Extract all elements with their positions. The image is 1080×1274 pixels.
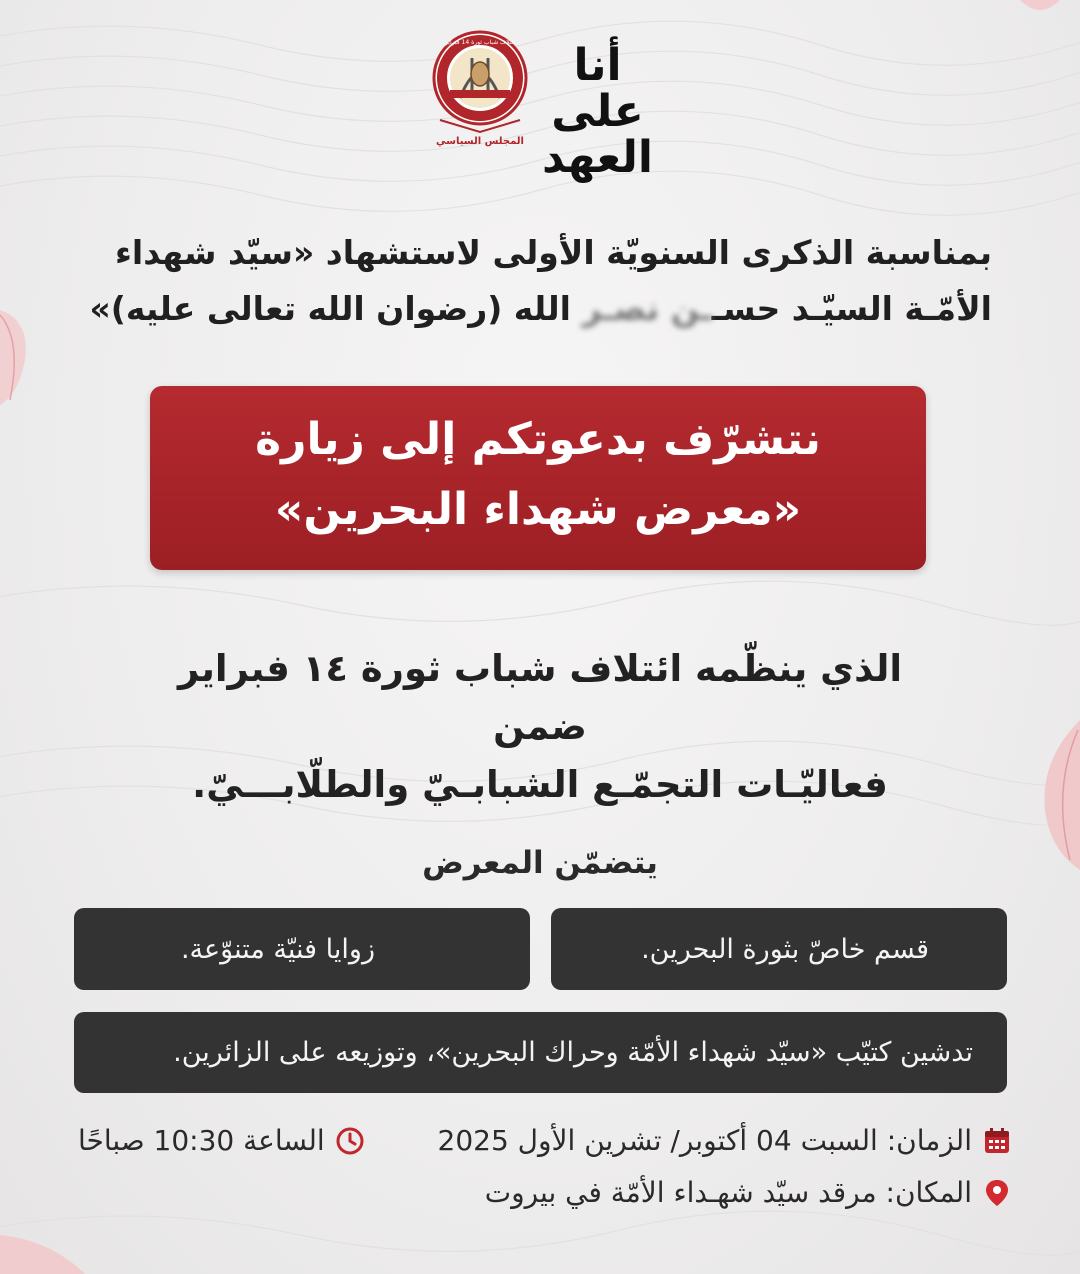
petal-decoration-left — [0, 300, 40, 410]
blurred-name: ـن نصـر — [582, 289, 712, 328]
header-logos — [410, 28, 670, 183]
petal-decoration-top-right — [1020, 0, 1060, 20]
invitation-line1: نتشرّف بدعوتكم إلى زيارة — [255, 414, 821, 465]
exhibit-item-bahrain-revolution — [551, 908, 1007, 990]
event-time — [78, 1124, 365, 1157]
organizer-text — [130, 640, 950, 814]
event-location — [485, 1176, 1012, 1209]
calendar-icon — [982, 1126, 1012, 1156]
location-pin-icon — [982, 1178, 1012, 1208]
event-date — [438, 1124, 1012, 1157]
exhibit-item-label: تدشين كتيّب «سيّد شهداء الأمّة وحراك البحرين»، وتوزيعه على الزائرين. — [173, 1037, 973, 1068]
exhibit-item-label: قسم خاصّ بثورة البحرين. — [641, 933, 929, 965]
intro-line1: بمناسبة الذكرى السنويّة الأولى لاستشهاد «سيّد شهداء — [115, 233, 992, 272]
emblem-ring-text: ائتلاف شباب ثورة 14 فبراير — [445, 39, 515, 46]
intro-line2-end: الله (رضوان الله تعالى عليه)» — [89, 289, 583, 328]
campaign-logo-line2: العهد — [542, 132, 653, 183]
exhibit-item-booklet-launch — [74, 1012, 1007, 1093]
event-time-text: الساعة 10:30 صباحًا — [78, 1124, 325, 1157]
clock-icon — [335, 1126, 365, 1156]
petal-decoration-right — [1030, 720, 1080, 870]
campaign-logo-line1: أنا على — [551, 40, 644, 137]
invitation-banner — [150, 386, 926, 570]
exhibit-item-label: زوايا فنيّة متنوّعة. — [180, 933, 375, 965]
party-logo-caption: المجلس السياسي — [436, 136, 524, 147]
organizer-line1: الذي ينظّمه ائتلاف شباب ثورة ١٤ فبراير ضمن — [177, 647, 903, 748]
occasion-intro — [82, 225, 992, 337]
event-location-text: المكان: مرقد سيّد شهـداء الأمّة في بيروت — [484, 1176, 972, 1209]
invitation-exhibition-name: «معرض شهداء البحرين» — [274, 484, 802, 535]
exhibit-item-art-corners — [74, 908, 530, 990]
campaign-logo — [535, 40, 660, 183]
event-date-text: الزمان: السبت 04 أكتوبر/ تشرين الأول 2025 — [437, 1124, 972, 1157]
petal-decoration-bottom-left — [0, 1225, 90, 1274]
exhibition-contents-title: يتضمّن المعرض — [422, 845, 658, 881]
intro-line2-start: الأمّـة السيّـد حسـ — [711, 289, 992, 328]
organizer-line2: فعاليّـات التجمّـع الشبابـيّ والطلّابـــيّ. — [192, 763, 888, 806]
intro-line2 — [82, 281, 992, 337]
